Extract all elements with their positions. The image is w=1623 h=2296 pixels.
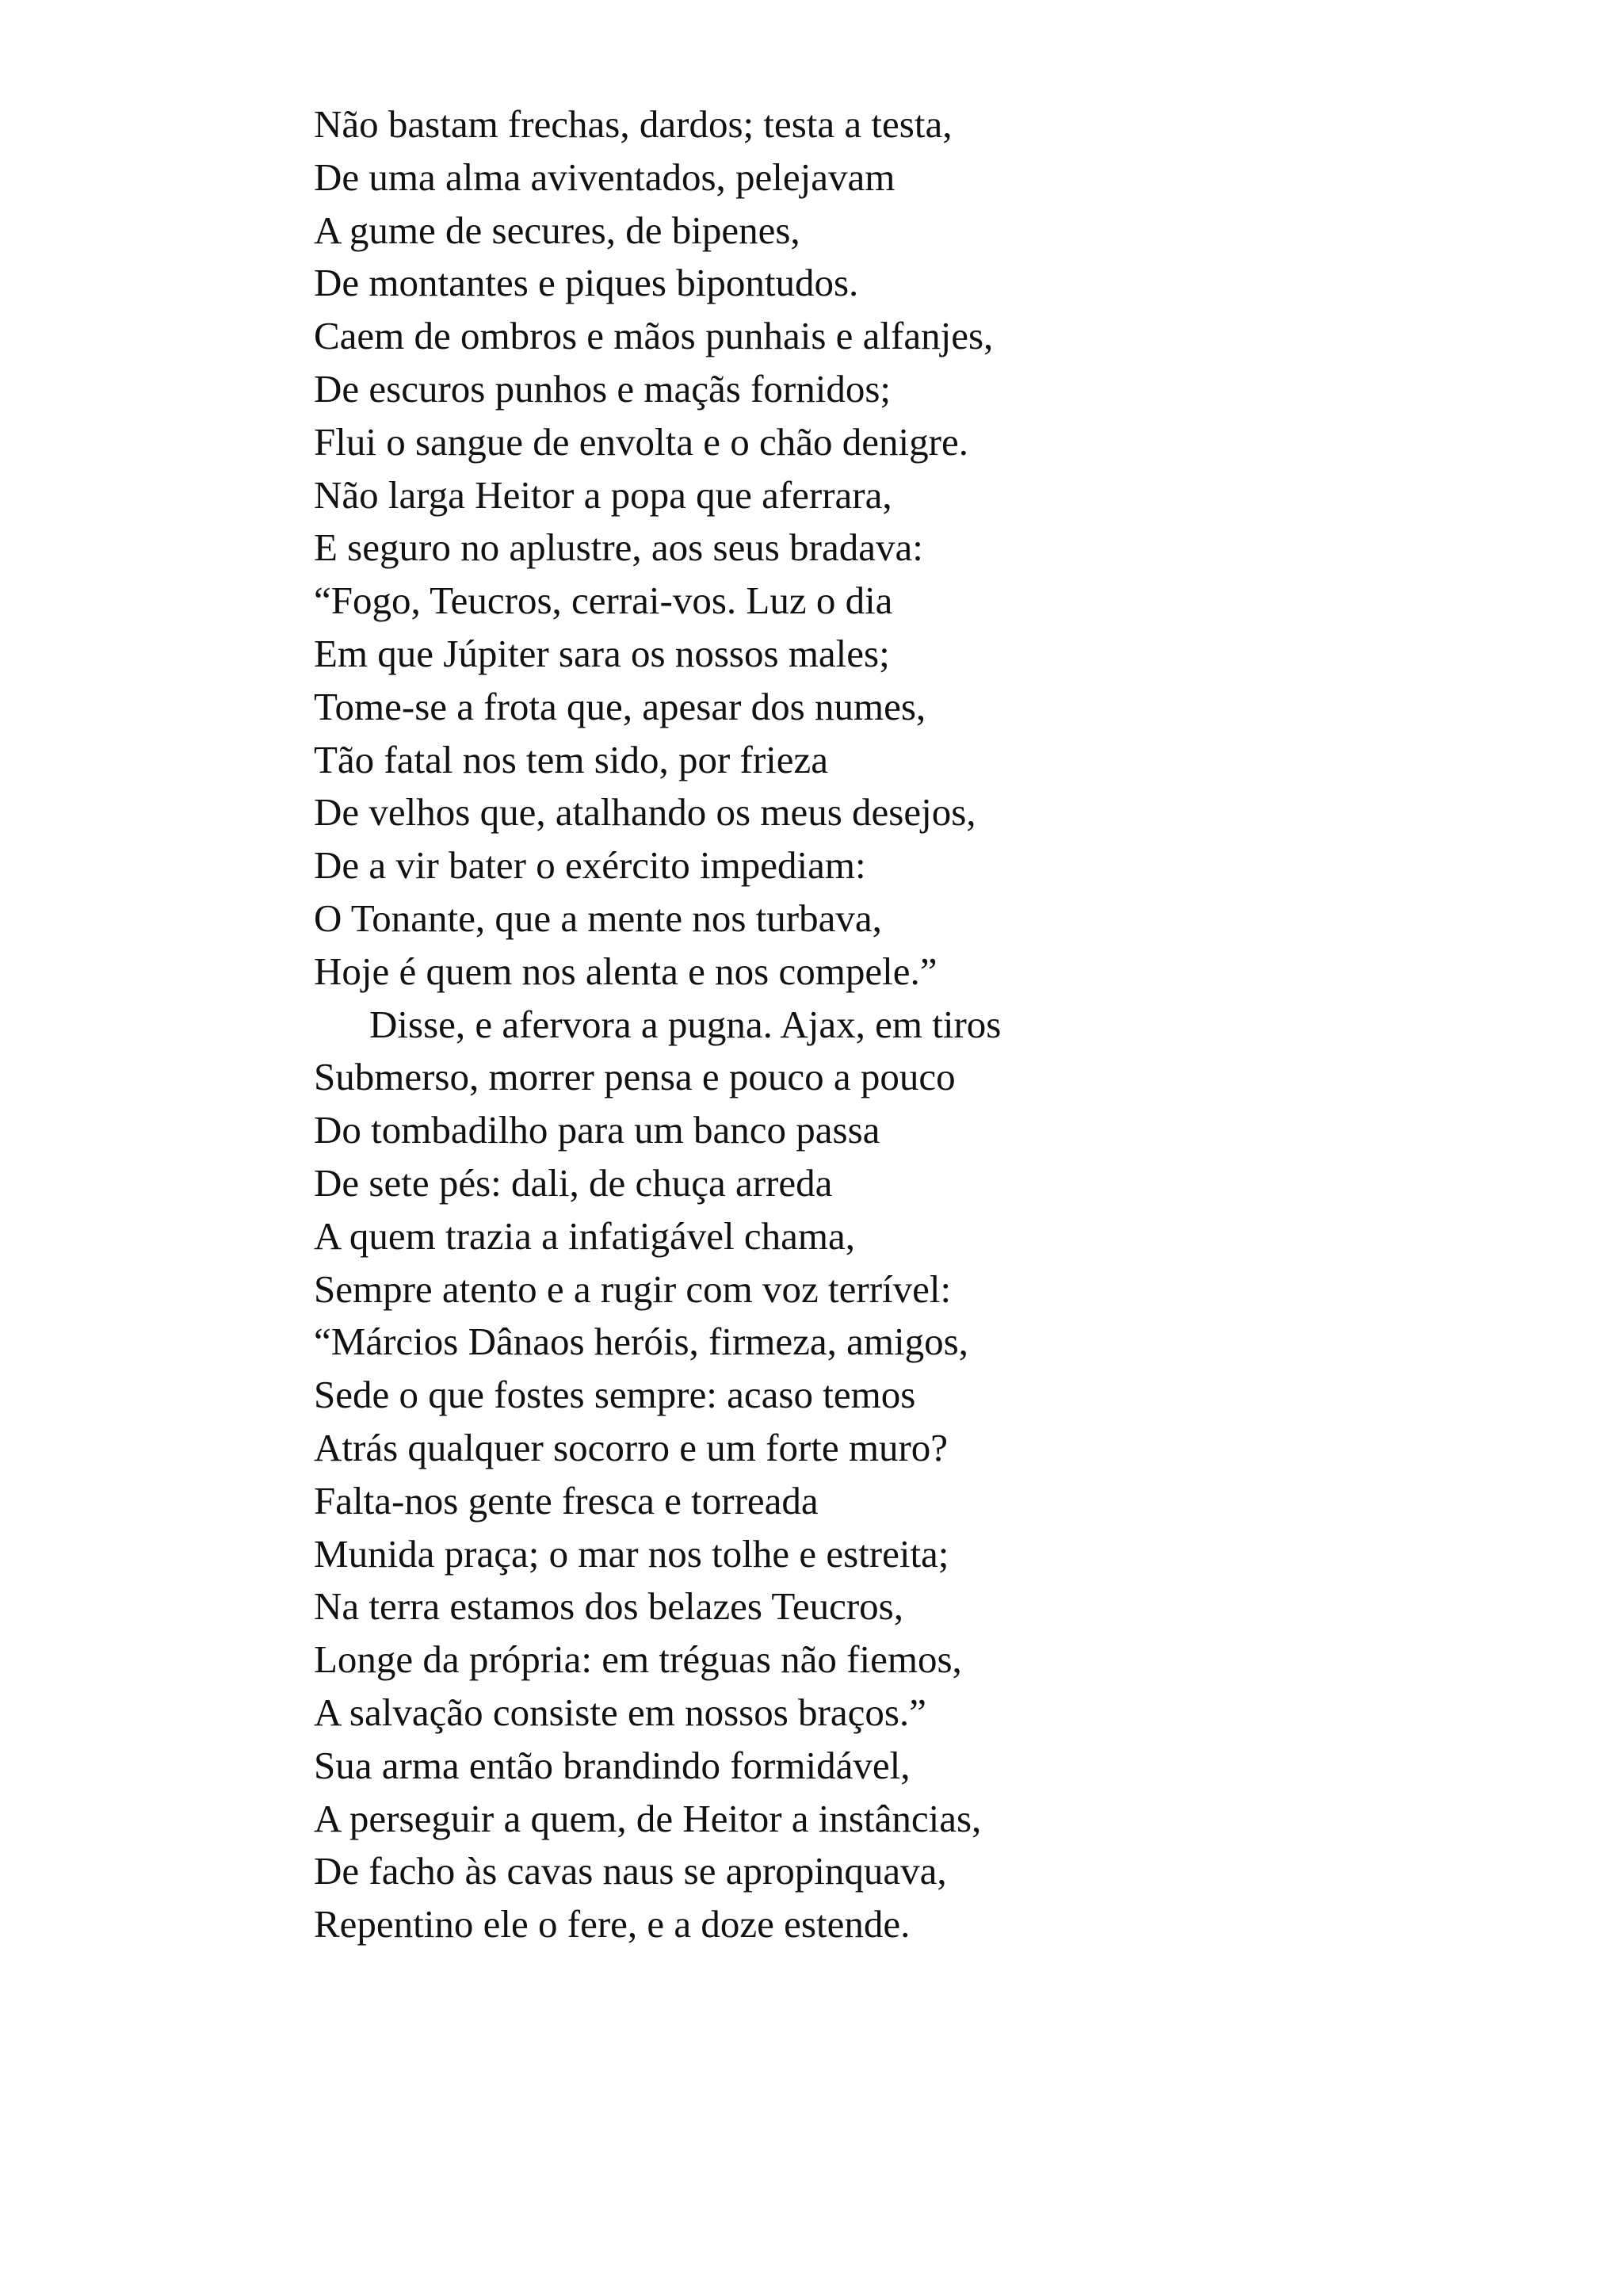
verse-line: Caem de ombros e mãos punhais e alfanjes, — [314, 314, 994, 358]
verse-line: Sempre atento e a rugir com voz terrível: — [314, 1266, 952, 1311]
verse-line: E seguro no aplustre, aos seus bradava: — [314, 525, 923, 570]
verse-line: Disse, e afervora a pugna. Ajax, em tiros — [369, 1002, 1002, 1046]
verse-line: Em que Júpiter sara os nossos males; — [314, 631, 890, 675]
verse-line: Longe da própria: em tréguas não fiemos, — [314, 1637, 962, 1682]
verse-line: De escuros punhos e maçãs fornidos; — [314, 366, 892, 411]
verse-line: Tão fatal nos tem sido, por frieza — [314, 737, 829, 781]
verse-line: Munida praça; o mar nos tolhe e estreita; — [314, 1531, 949, 1576]
verse-line: Flui o sangue de envolta e o chão denigre. — [314, 419, 968, 464]
verse-line: Não bastam frechas, dardos; testa a testa, — [314, 102, 953, 146]
verse-line: Sede o que fostes sempre: acaso temos — [314, 1373, 916, 1417]
verse-line: De velhos que, atalhando os meus desejos, — [314, 790, 976, 835]
verse-line: Falta-nos gente fresca e torreada — [314, 1478, 819, 1522]
verse-line: A quem trazia a infatigável chama, — [314, 1213, 855, 1258]
verse-line: A perseguir a quem, de Heitor a instâncias, — [314, 1796, 982, 1840]
verse-line: De uma alma aviventados, pelejavam — [314, 155, 896, 199]
verse-line: De facho às cavas naus se apropinquava, — [314, 1849, 947, 1893]
verse-line: A salvação consiste em nossos braços.” — [314, 1690, 926, 1734]
verse-line: Repentino ele o fere, e a doze estende. — [314, 1902, 911, 1946]
verse-line: Submerso, morrer pensa e pouco a pouco — [314, 1055, 956, 1099]
verse-line: De montantes e piques bipontudos. — [314, 261, 859, 305]
verse-line: Atrás qualquer socorro e um forte muro? — [314, 1425, 949, 1469]
verse-line: Do tombadilho para um banco passa — [314, 1108, 880, 1152]
verse-line: De a vir bater o exército impediam: — [314, 843, 866, 888]
verse-line: Tome-se a frota que, apesar dos numes, — [314, 684, 926, 728]
verse-line: A gume de secures, de bipenes, — [314, 208, 800, 252]
verse-line: O Tonante, que a mente nos turbava, — [314, 896, 882, 940]
verse-line: “Fogo, Teucros, cerrai-vos. Luz o dia — [314, 579, 893, 623]
verse-line: Hoje é quem nos alenta e nos compele.” — [314, 949, 938, 993]
verse-line: “Márcios Dânaos heróis, firmeza, amigos, — [314, 1320, 968, 1364]
verse-line: De sete pés: dali, de chuça arreda — [314, 1160, 833, 1205]
verse-line: Não larga Heitor a popa que aferrara, — [314, 472, 892, 517]
verse-line: Na terra estamos dos belazes Teucros, — [314, 1584, 903, 1629]
verse-line: Sua arma então brandindo formidável, — [314, 1743, 911, 1787]
poem-text — [314, 98, 1582, 1951]
